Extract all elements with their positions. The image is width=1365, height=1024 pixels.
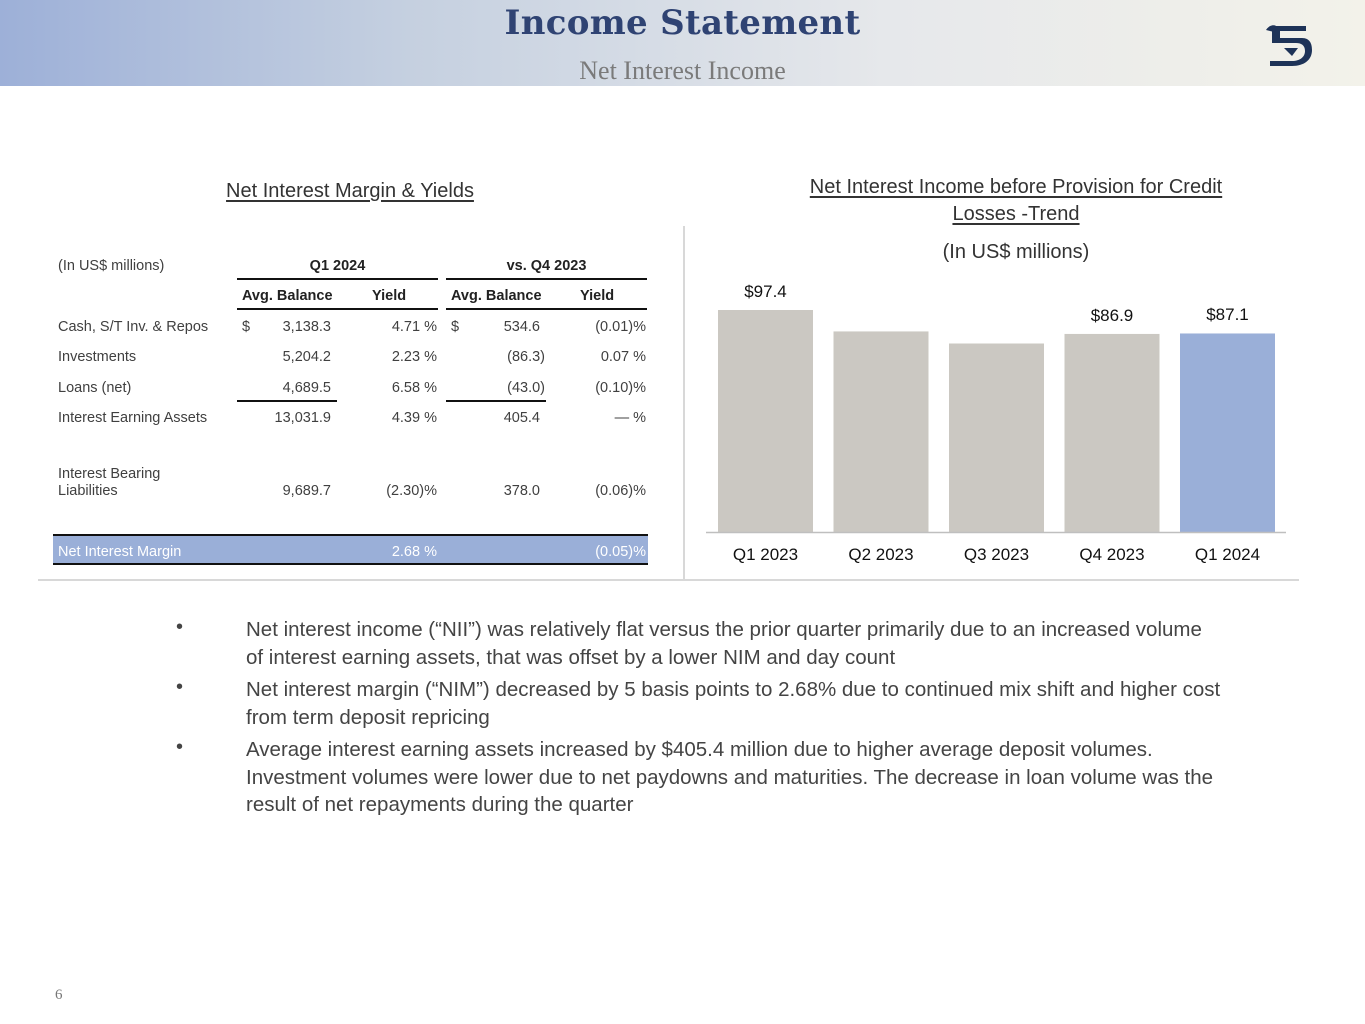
row-label: Investments (58, 349, 137, 365)
x-tick-label: Q1 2023 (732, 545, 799, 564)
chart-title-line1: Net Interest Income before Provision for Credit (809, 176, 1223, 198)
row-label: Interest Bearing (58, 466, 161, 482)
x-tick-label: Q2 2023 (848, 545, 914, 564)
avg-balance-change: 534.6 (503, 319, 540, 335)
yield: 4.71 % (391, 319, 437, 335)
yield-change: (0.06)% (595, 483, 646, 499)
bullet-line: Average interest earning assets increased by $405.4 million due to higher average deposit volumes. (246, 738, 1153, 761)
nim-label: Net Interest Margin (58, 544, 182, 560)
nim-yield: 2.68 % (391, 544, 437, 560)
avg-balance: 3,138.3 (282, 319, 331, 335)
bar-data-label: $97.4 (744, 282, 787, 301)
currency-symbol: $ (242, 319, 251, 335)
page-subtitle: Net Interest Income (579, 56, 786, 85)
avg-balance: 9,689.7 (282, 483, 331, 499)
avg-balance: 5,204.2 (282, 349, 331, 365)
row-label: Loans (net) (58, 380, 132, 396)
bar-q1-2024 (1180, 333, 1275, 532)
bar-q1-2023 (718, 310, 813, 532)
column-header: Avg. Balance (451, 288, 542, 304)
subtotal-rule (237, 400, 337, 402)
bullet-line: result of net repayments during the quarter (246, 793, 634, 816)
avg-balance-change: 405.4 (503, 410, 540, 426)
bar-data-label: $86.9 (1090, 305, 1134, 325)
bar-q3-2023 (949, 344, 1044, 532)
column-header: Yield (580, 288, 615, 304)
bar-data-label: $87.1 (1206, 305, 1249, 325)
bullet-text (246, 736, 1256, 819)
group-rule (237, 278, 438, 280)
yield-change: (0.10)% (595, 380, 646, 396)
avg-balance: 13,031.9 (274, 410, 331, 426)
bullet-line: Net interest margin (“NIM”) decreased by 5 basis points to 2.68% due to continued mix shift and higher cost (246, 678, 1221, 701)
avg-balance-change: 378.0 (503, 483, 540, 499)
row-label: Interest Earning Assets (58, 410, 208, 426)
bar-q2-2023 (834, 331, 929, 532)
x-tick-label: Q4 2023 (1079, 545, 1145, 564)
yield: (2.30)% (386, 483, 437, 499)
bullet-line: Net interest income (“NII”) was relatively flat versus the prior quarter primarily due to an increased volume (246, 618, 1202, 641)
page-number: 6 (55, 987, 63, 1003)
yield: 4.39 % (391, 410, 437, 426)
table-title: Net Interest Margin & Yields (226, 180, 474, 202)
avg-balance-change: (86.3) (507, 349, 545, 365)
bullet-line: Investment volumes were lower due to net paydowns and maturities. The decrease in loan volume was the (246, 765, 1214, 789)
nim-yield-change: (0.05)% (595, 544, 646, 560)
nii-trend-chart (690, 270, 1300, 580)
bullet-text (246, 616, 1256, 671)
vertical-divider (683, 226, 685, 580)
yield-change: (0.01)% (595, 319, 646, 335)
bullet-dot: • (176, 616, 184, 638)
avg-balance-change: (43.0) (507, 380, 545, 396)
griffin-logo-icon (1262, 20, 1316, 70)
x-tick-label: Q1 2024 (1194, 545, 1261, 564)
bar-q4-2023 (1065, 334, 1160, 532)
group-header-q1-2024: Q1 2024 (309, 258, 366, 274)
header-rule (446, 308, 647, 310)
header-rule (237, 308, 438, 310)
yield-change: 0.07 % (600, 349, 646, 365)
subtotal-rule (446, 400, 546, 402)
group-header-vs-q4-2023: vs. Q4 2023 (506, 258, 587, 274)
x-tick-label: Q3 2023 (963, 545, 1030, 564)
group-rule (446, 278, 647, 280)
units-label: (In US$ millions) (58, 258, 165, 274)
yield: 6.58 % (391, 380, 437, 396)
avg-balance: 4,689.5 (282, 380, 331, 396)
page-title: Income Statement (504, 3, 861, 43)
yield: 2.23 % (391, 349, 437, 365)
chart-subtitle: (In US$ millions) (942, 241, 1090, 263)
bullet-line: from term deposit repricing (246, 705, 490, 729)
row-label: Liabilities (58, 483, 118, 499)
row-label: Cash, S/T Inv. & Repos (58, 319, 209, 335)
bullet-dot: • (176, 676, 184, 698)
chart-title-line2: Losses -Trend (952, 203, 1080, 225)
bullet-dot: • (176, 736, 184, 758)
bullet-line: of interest earning assets, that was offset by a lower NIM and day count (246, 645, 896, 669)
column-header: Avg. Balance (242, 288, 333, 304)
column-header: Yield (372, 288, 407, 304)
bullet-text (246, 676, 1256, 731)
currency-symbol: $ (451, 319, 460, 335)
yield-change: — % (614, 410, 646, 426)
